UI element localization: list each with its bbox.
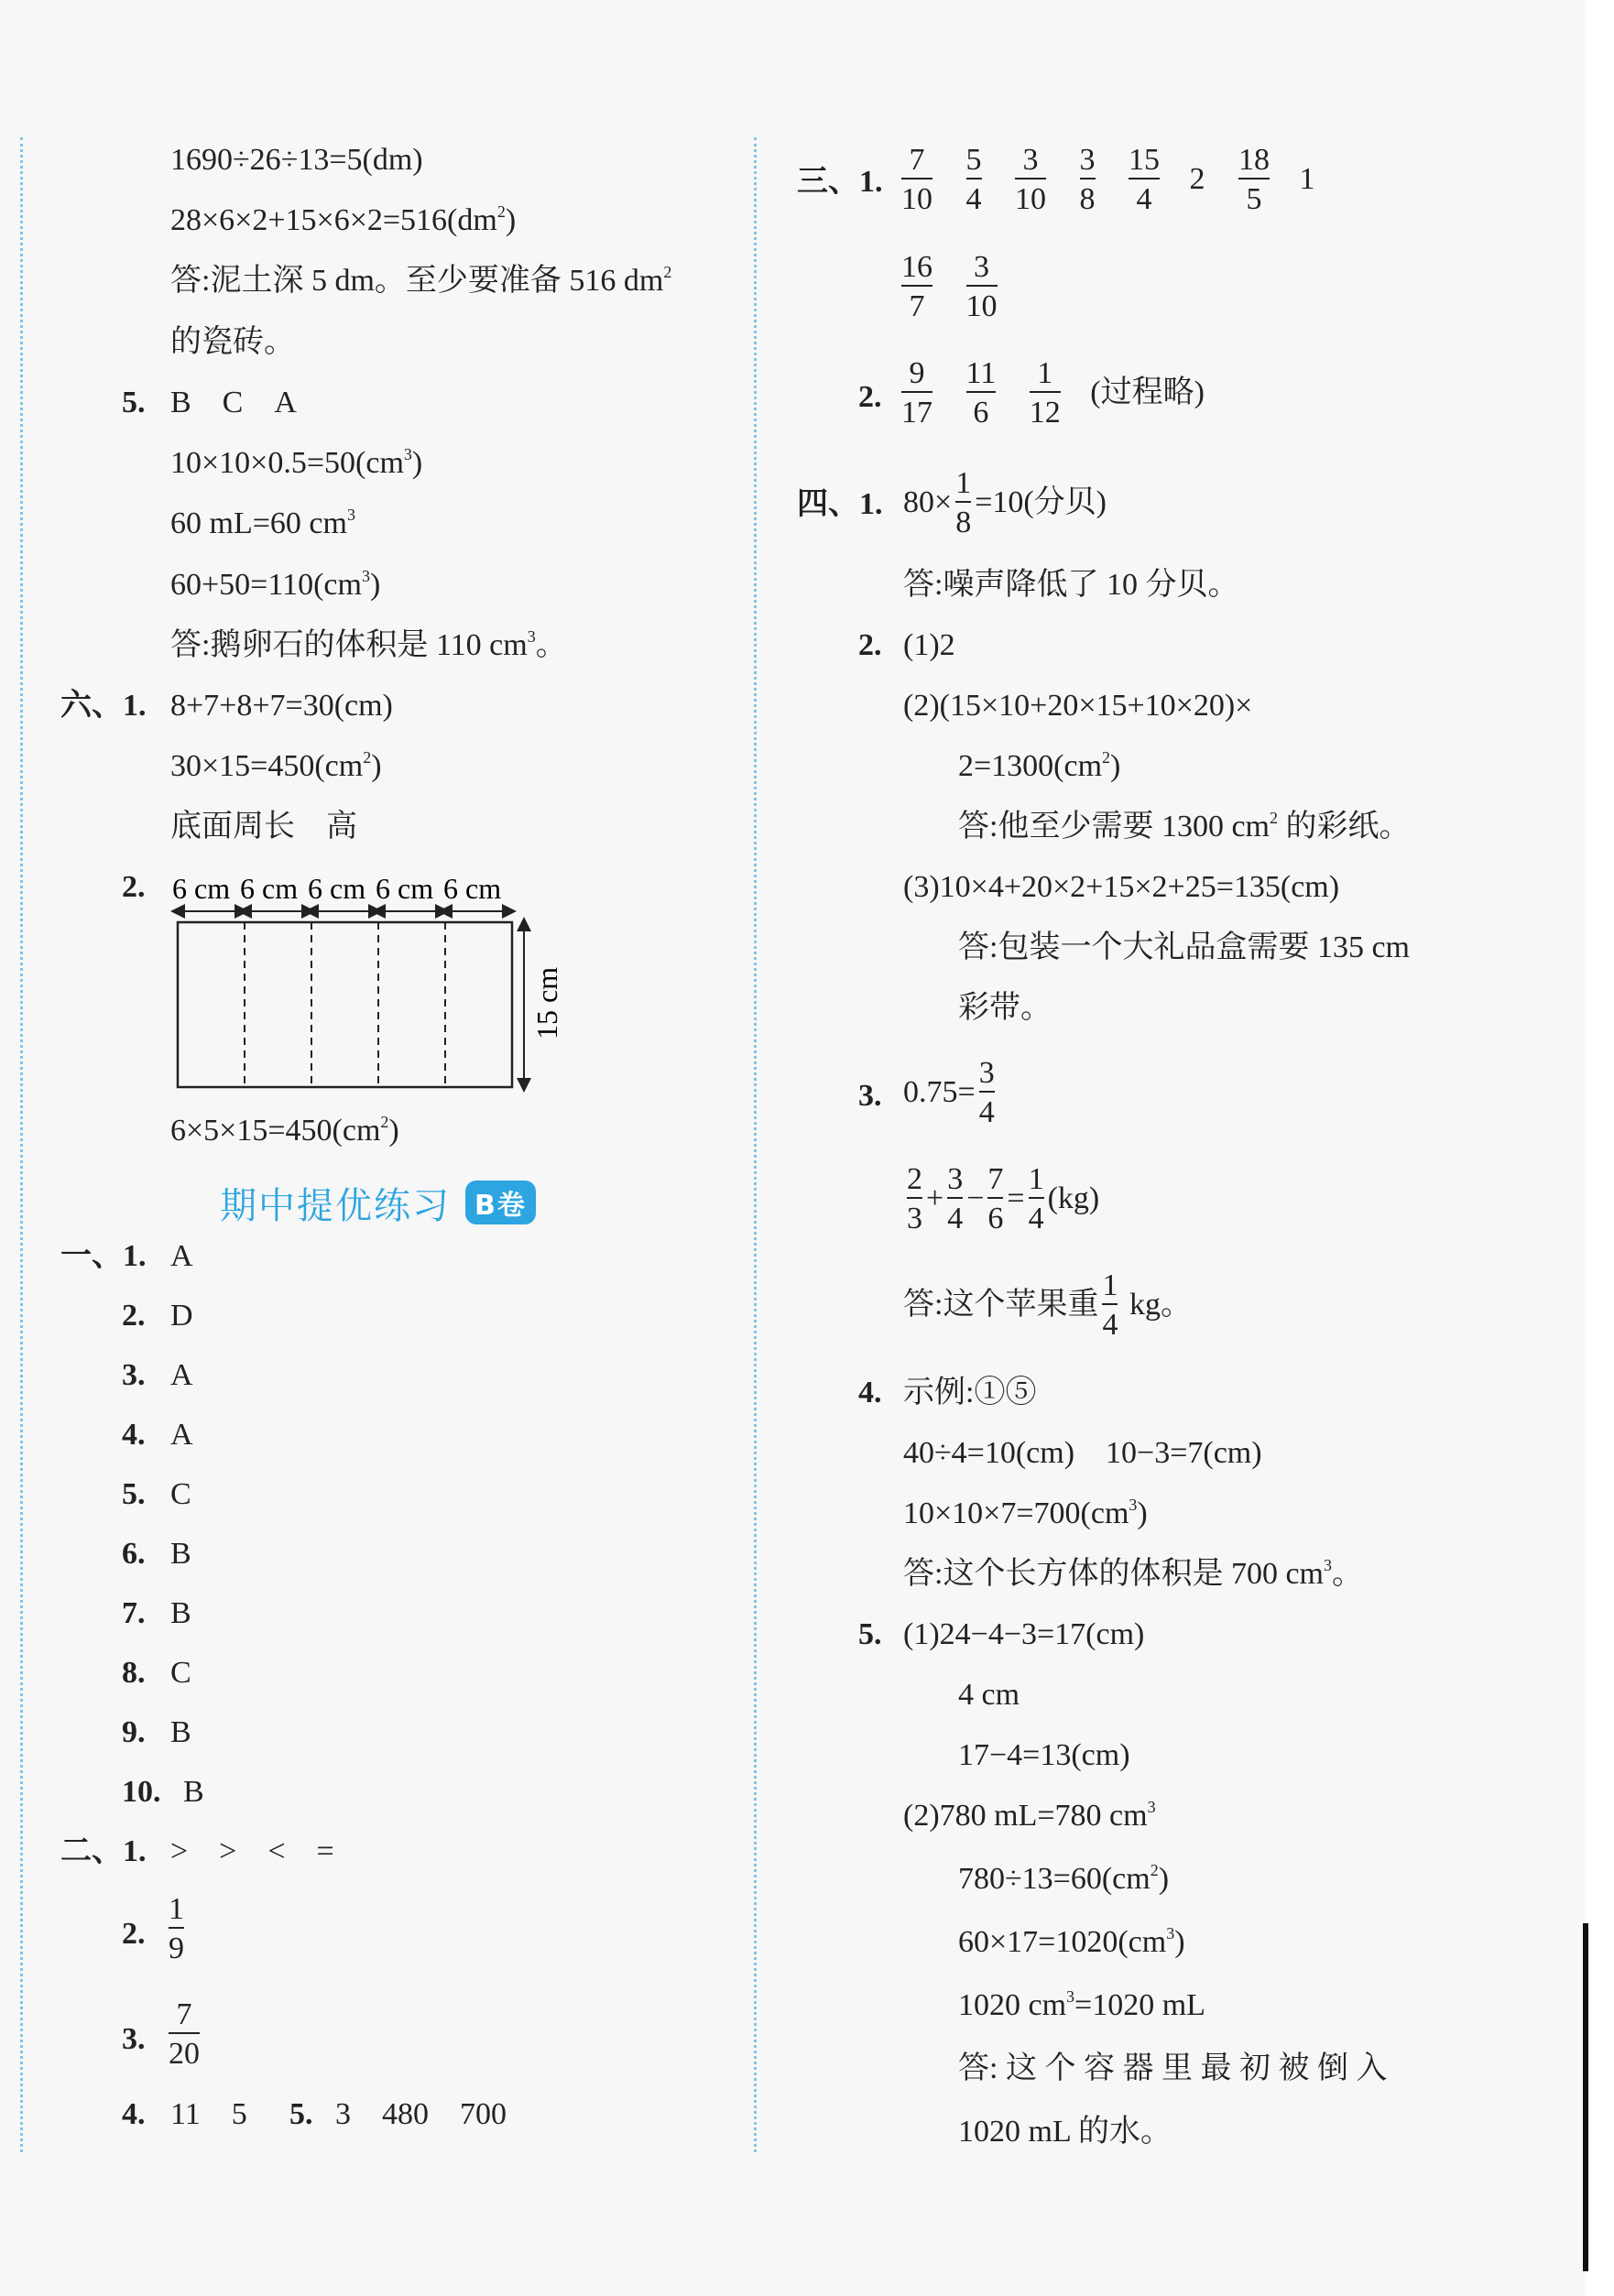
- answer: B: [170, 1715, 191, 1749]
- line: $60+50=110(cm^3)$: [170, 567, 381, 602]
- line: (1)2: [903, 628, 955, 662]
- equation: 80× $\frac{1}{8}$ =10(分贝): [903, 466, 1107, 540]
- answer: A: [170, 1239, 193, 1273]
- diagram-label-top: 6 cm: [376, 872, 434, 905]
- line: $780\div 13=60(cm^2)$: [958, 1861, 1170, 1896]
- line: 8+7+8+7=30(cm): [170, 689, 393, 723]
- volume-badge: B卷: [465, 1181, 536, 1224]
- line: 示例:①⑤: [903, 1376, 1037, 1409]
- line: $10\times 10\times 7=700(cm^3)$: [903, 1496, 1148, 1530]
- section-label: 六、1.: [60, 689, 147, 723]
- line: (1)24−4−3=17(cm): [903, 1617, 1145, 1651]
- question-number: 10.: [122, 1775, 161, 1809]
- diagram-label-top: 6 cm: [240, 872, 299, 905]
- line: 答:包装一个大礼品盒需要 135 cm: [958, 930, 1410, 964]
- diagram-label-top: 6 cm: [308, 872, 366, 905]
- question-number: 4.: [858, 1376, 882, 1409]
- line: (2)(15×10+20×15+10×20)×: [903, 689, 1253, 723]
- section-label: 四、1.: [797, 487, 883, 521]
- line: 底面周长 高: [170, 810, 357, 843]
- diagram-label-side: 15 cm: [530, 966, 563, 1039]
- answer: 11 5: [170, 2097, 247, 2131]
- line: 1020 $cm^3=1020$ mL: [958, 1987, 1205, 2022]
- question-number: 4.: [122, 1418, 146, 1452]
- section-label: 二、1.: [60, 1834, 147, 1868]
- question-number: 3.: [122, 1358, 146, 1392]
- question-number: 5.: [122, 386, 146, 419]
- question-number: 9.: [122, 1715, 146, 1749]
- question-number: 2.: [858, 380, 882, 414]
- section-heading: 期中提优练习 B卷: [220, 1177, 536, 1229]
- question-number: 5.: [122, 1477, 146, 1511]
- unfolded-lateral-surface-diagram: [165, 865, 568, 1104]
- question-number: 2.: [858, 628, 882, 662]
- line: 的瓷砖。: [170, 325, 295, 359]
- diagram-label-top: 6 cm: [172, 872, 231, 905]
- fraction-row: $\frac{16}{7}$ $\frac{3}{10}$: [901, 250, 998, 324]
- question-number: 4.: [122, 2097, 146, 2131]
- answer: B: [170, 1596, 191, 1630]
- diagram-label-top: 6 cm: [443, 872, 502, 905]
- answer: B: [183, 1775, 204, 1809]
- line: 1690÷26÷13=5(dm): [170, 143, 423, 177]
- answer: D: [170, 1299, 193, 1333]
- line: 60 mL=60 $cm^3$: [170, 506, 355, 540]
- line: $6\times 5\times 15=450(cm^2)$: [170, 1113, 399, 1148]
- equation: 答:这个苹果重 $\frac{1}{4}$ kg。: [903, 1268, 1192, 1343]
- line: 4 cm: [958, 1678, 1020, 1712]
- answer: B: [170, 1537, 191, 1571]
- question-number: 3.: [122, 2022, 146, 2056]
- line: 答:他至少需要 1300 $cm^2$ 的彩纸。: [958, 809, 1411, 843]
- line: (3)10×4+20×2+15×2+25=135(cm): [903, 870, 1340, 904]
- line: 1020 mL 的水。: [958, 2115, 1172, 2149]
- section-label: 一、1.: [60, 1239, 147, 1273]
- section-label: 三、1.: [797, 165, 883, 199]
- line: B C A: [170, 386, 297, 419]
- answer: C: [170, 1656, 191, 1690]
- fraction-row: $\frac{9}{17}$ $\frac{11}{6}$ $\frac{1}{12}$ (过程略): [901, 356, 1205, 430]
- question-number: 5.: [858, 1617, 882, 1651]
- fraction-row: $\frac{7}{10}$ $\frac{5}{4}$ $\frac{3}{10}$ $\frac{3}{8}$ $\frac{15}{4}$ 2 $\frac{18}{5}$ 1: [901, 143, 1315, 217]
- line: 答:噪声降低了 10 分贝。: [903, 568, 1239, 602]
- line: $10\times 10\times 0.5=50(cm^3)$: [170, 445, 423, 480]
- line: $28\times 6\times 2+15\times 6\times 2=516(dm^2)$: [170, 202, 517, 237]
- answer: C: [170, 1477, 191, 1511]
- question-number: 7.: [122, 1596, 146, 1630]
- line: 彩带。: [958, 991, 1052, 1025]
- question-number: 5.: [289, 2097, 313, 2131]
- left-margin-rule: [20, 137, 23, 2152]
- line: $30\times 15=450(cm^2)$: [170, 748, 382, 783]
- line: 答: 这 个 容 器 里 最 初 被 倒 入: [958, 2051, 1388, 2085]
- line: (2)780 mL=780 $cm^3$: [903, 1798, 1156, 1833]
- answer: A: [170, 1358, 193, 1392]
- equation: 0.75= $\frac{3}{4}$: [903, 1056, 995, 1130]
- question-number: 3.: [858, 1079, 882, 1113]
- question-number: 6.: [122, 1537, 146, 1571]
- line: 答:鹅卵石的体积是 110 $cm^3$。: [170, 627, 567, 662]
- scan-edge-shadow: [1583, 1923, 1588, 2271]
- answer: A: [170, 1418, 193, 1452]
- fraction-answer: $\frac{1}{9}$: [169, 1892, 184, 1966]
- line: 答:泥土深 5 dm。至少要准备 516 $dm^2$: [170, 263, 672, 298]
- line: 17−4=13(cm): [958, 1738, 1130, 1772]
- question-number: 8.: [122, 1656, 146, 1690]
- question-number: 2.: [122, 1917, 146, 1951]
- column-divider: [754, 137, 757, 2152]
- fraction-answer: $\frac{7}{20}$: [169, 1997, 200, 2072]
- answer: 3 480 700: [335, 2097, 507, 2131]
- answer: > > < =: [170, 1834, 334, 1868]
- equation: $\frac{2}{3}$ + $\frac{3}{4}$ − $\frac{7}{6}$ = $\frac{1}{4}$ (kg): [907, 1162, 1100, 1236]
- line: 40÷4=10(cm) 10−3=7(cm): [903, 1436, 1262, 1470]
- question-number: 2.: [122, 1299, 146, 1333]
- line: $2=1300(cm^2)$: [958, 748, 1121, 783]
- question-number: 2.: [122, 870, 146, 904]
- line: 答:这个长方体的体积是 700 $cm^3$。: [903, 1556, 1363, 1591]
- line: $60\times 17=1020(cm^3)$: [958, 1924, 1185, 1959]
